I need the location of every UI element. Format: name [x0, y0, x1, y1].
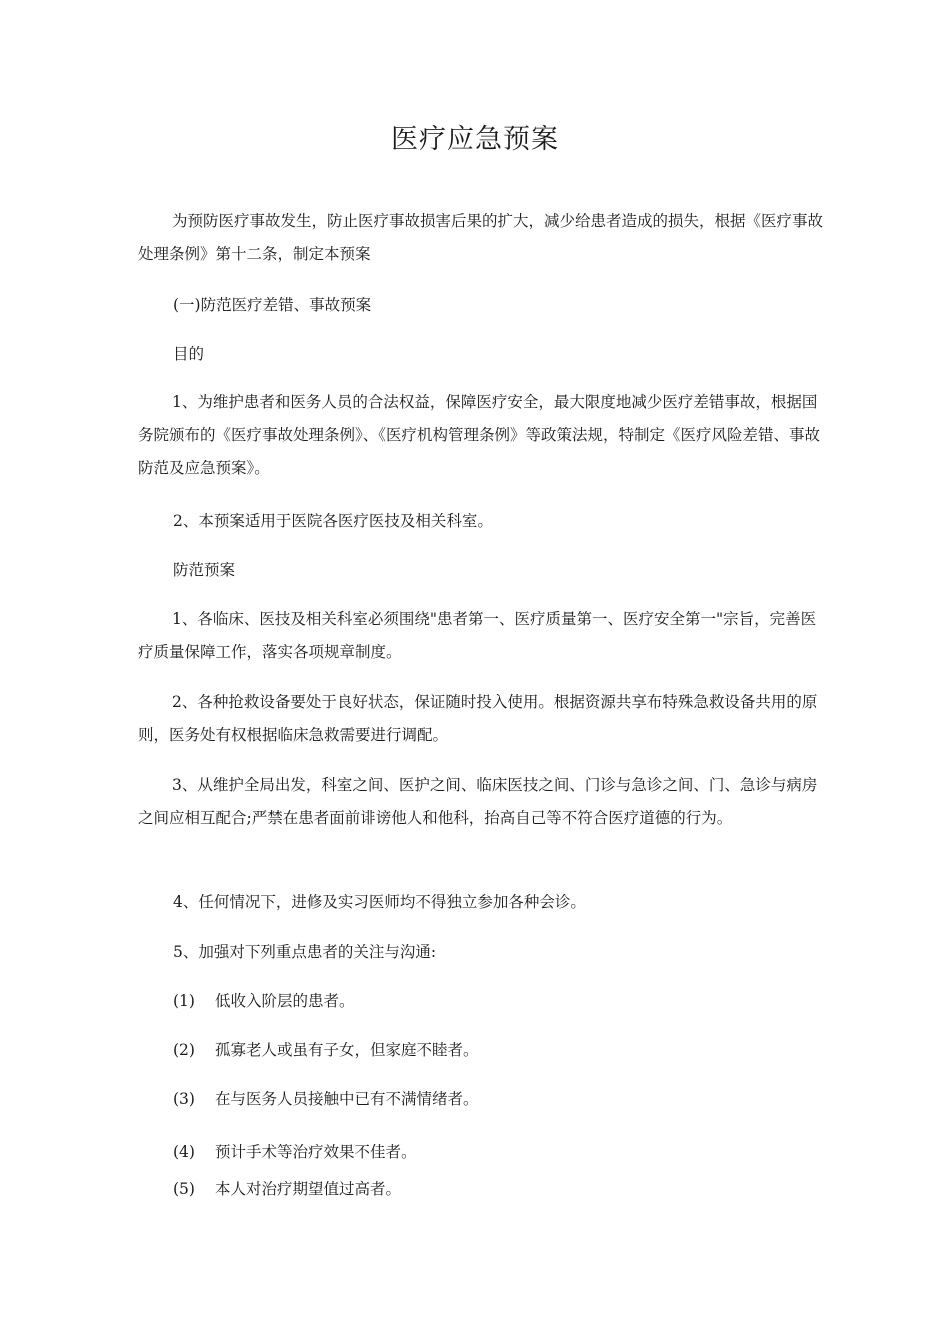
purpose-item-2: 2、本预案适用于医院各医疗医技及相关科室。: [173, 512, 493, 530]
list-item-number: (2): [173, 1041, 195, 1059]
prevention-item-3: 3、从维护全局出发，科室之间、医护之间、临床医技之间、门诊与急诊之间、门、急诊与病房之间应相互配合;严禁在患者面前诽谤他人和他科，抬高自己等不符合医疗道德的行为。: [138, 776, 818, 827]
prevention-heading: 防范预案: [173, 561, 236, 579]
patient-list-item: [173, 1177, 401, 1201]
prevention-item-4: 4、任何情况下，进修及实习医师均不得独立参加各种会诊。: [173, 893, 586, 911]
purpose-heading: 目的: [173, 345, 205, 363]
patient-list-item: [173, 989, 355, 1013]
list-item-text: 在与医务人员接触中已有不满情绪者。: [215, 1090, 479, 1108]
list-item-number: (4): [173, 1143, 195, 1161]
list-item-number: (5): [173, 1180, 195, 1198]
patient-list-item: [173, 1140, 417, 1164]
prevention-item-5: 5、加强对下列重点患者的关注与沟通:: [173, 943, 437, 961]
list-item-text: 本人对治疗期望值过高者。: [215, 1180, 402, 1198]
document-title: 医疗应急预案: [391, 124, 559, 155]
list-item-text: 低收入阶层的患者。: [215, 992, 355, 1010]
prevention-item-2: 2、各种抢救设备要处于良好状态，保证随时投入使用。根据资源共享布特殊急救设备共用的原则，医务处有权根据临床急救需要进行调配。: [138, 693, 818, 744]
patient-list-item: [173, 1087, 479, 1111]
list-item-number: (1): [173, 992, 195, 1010]
list-item-text: 预计手术等治疗效果不佳者。: [215, 1143, 417, 1161]
prevention-item-1: 1、各临床、医技及相关科室必须围绕"患者第一、医疗质量第一、医疗安全第一"宗旨，完善医疗质量保障工作，落实各项规章制度。: [138, 610, 817, 661]
intro-paragraph: 为预防医疗事故发生，防止医疗事故损害后果的扩大，减少给患者造成的损失，根据《医疗事故处理条例》第十二条，制定本预案: [138, 212, 824, 263]
purpose-item-1: 1、为维护患者和医务人员的合法权益，保障医疗安全，最大限度地减少医疗差错事故，根据国务院颁布的《医疗事故处理条例》、《医疗机构管理条例》等政策法规，特制定《医疗风险差错、事故防范及应急预案》。: [138, 393, 821, 477]
list-item-number: (3): [173, 1090, 195, 1108]
list-item-text: 孤寡老人或虽有子女，但家庭不睦者。: [215, 1041, 479, 1059]
section-heading: (一)防范医疗差错、事故预案: [173, 296, 372, 314]
patient-list-item: [173, 1038, 479, 1062]
